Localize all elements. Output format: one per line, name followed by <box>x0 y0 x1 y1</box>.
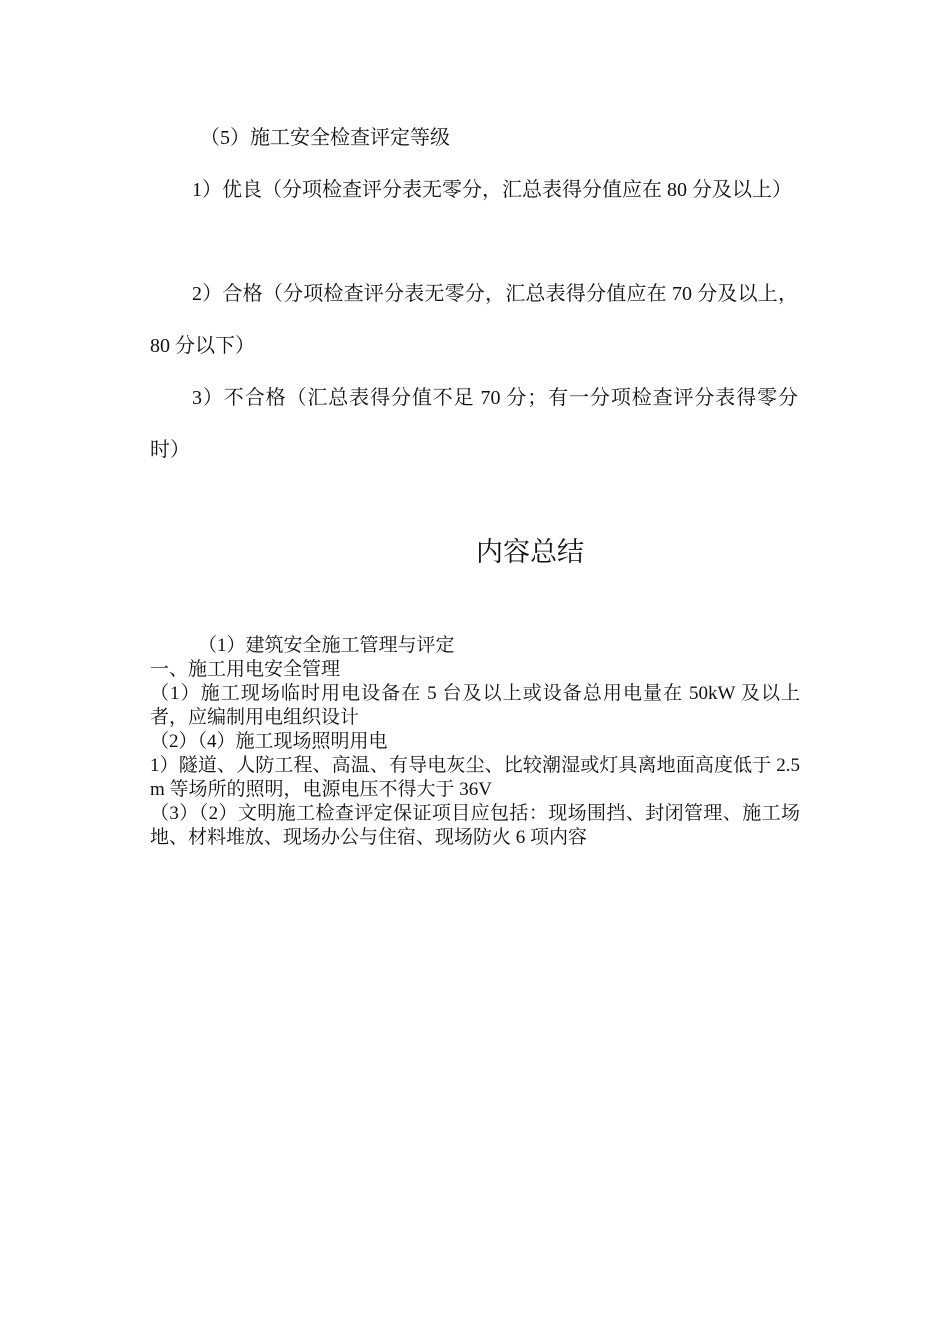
grade-item-pass: 2）合格（分项检查评分表无零分，汇总表得分值应在 70 分及以上，80 分以下） <box>150 283 798 357</box>
summary-line: （1）建筑安全施工管理与评定 <box>198 635 455 656</box>
summary-line: （1）施工现场临时用电设备在 5 台及以上或设备总用电量在 50kW 及以上者，应编制用电组织设计 <box>150 683 800 728</box>
summary-line: （2）（4）施工现场照明用电 <box>150 731 388 752</box>
summary-line: 1）隧道、人防工程、高温、有导电灰尘、比较潮湿或灯具离地面高度低于 2.5m 等场所的照明，电源电压不得大于 36V <box>150 755 800 800</box>
summary-line: （3）（2）文明施工检查评定保证项目应包括：现场围挡、封闭管理、施工场地、材料堆放、现场办公与住宿、现场防火 6 项内容 <box>150 803 800 848</box>
grade-item-fail: 3）不合格（汇总表得分值不足 70 分；有一分项检查评分表得零分时） <box>150 387 798 461</box>
summary-title: 内容总结 <box>476 537 584 567</box>
summary-section <box>150 634 800 850</box>
summary-line: 一、施工用电安全管理 <box>150 659 341 680</box>
section-heading-5: （5）施工安全检查评定等级 <box>200 127 450 149</box>
grade-item-excellent: 1）优良（分项检查评分表无零分，汇总表得分值应在 80 分及以上） <box>192 179 792 201</box>
